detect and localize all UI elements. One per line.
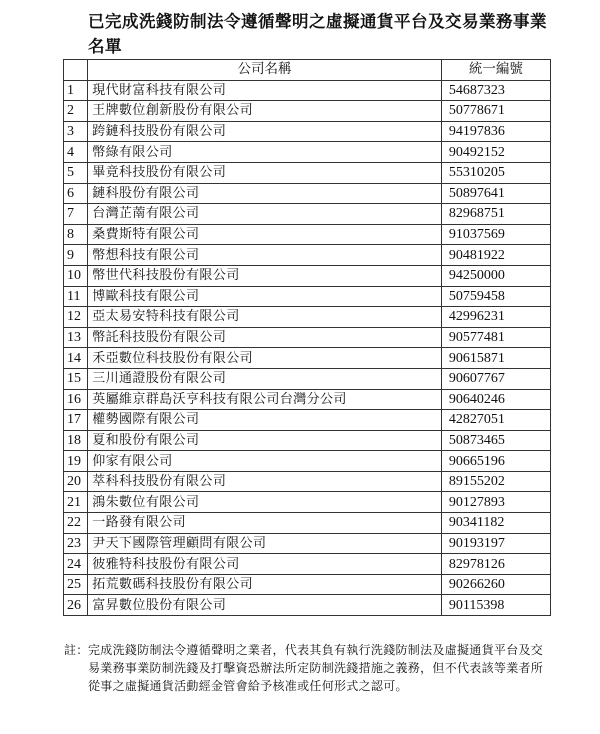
tax-id: 42996231	[441, 307, 550, 328]
company-name: 富昇數位股份有限公司	[88, 595, 442, 616]
row-number: 20	[64, 471, 88, 492]
tax-id: 54687323	[441, 80, 550, 101]
company-name: 一路發有限公司	[88, 513, 442, 534]
row-number: 8	[64, 224, 88, 245]
footnote-text: 完成洗錢防制法令遵循聲明之業者，代表其負有執行洗錢防制法及虛擬通貨平台及交易業務事業防制洗錢及打擊資恐辦法所定防制洗錢措施之義務，但不代表該等業者所從事之虛擬通貨活動經金管會給予核准或任何形式之認可。	[88, 643, 544, 693]
row-number: 18	[64, 430, 88, 451]
company-name: 夏和股份有限公司	[88, 430, 442, 451]
table-row	[64, 245, 551, 266]
row-number: 15	[64, 368, 88, 389]
tax-id: 82968751	[441, 204, 550, 225]
row-number: 10	[64, 265, 88, 286]
header-tax-id: 統一編號	[441, 60, 550, 81]
company-name: 幣世代科技股份有限公司	[88, 265, 442, 286]
table-row	[64, 554, 551, 575]
company-name: 桑費斯特有限公司	[88, 224, 442, 245]
table-row	[64, 492, 551, 513]
table-row	[64, 204, 551, 225]
table-row	[64, 348, 551, 369]
company-name: 畢竟科技股份有限公司	[88, 162, 442, 183]
tax-id: 90492152	[441, 142, 550, 163]
tax-id: 90640246	[441, 389, 550, 410]
company-name: 拓荒數碼科技股份有限公司	[88, 574, 442, 595]
company-name: 權勢國際有限公司	[88, 410, 442, 431]
row-number: 16	[64, 389, 88, 410]
tax-id: 50778671	[441, 101, 550, 122]
row-number: 13	[64, 327, 88, 348]
row-number: 9	[64, 245, 88, 266]
header-company-name: 公司名稱	[88, 60, 442, 81]
row-number: 6	[64, 183, 88, 204]
table-row	[64, 451, 551, 472]
row-number: 21	[64, 492, 88, 513]
table-row	[64, 389, 551, 410]
tax-id: 90341182	[441, 513, 550, 534]
row-number: 14	[64, 348, 88, 369]
table-body	[64, 80, 551, 615]
row-number: 2	[64, 101, 88, 122]
tax-id: 90481922	[441, 245, 550, 266]
row-number: 22	[64, 513, 88, 534]
tax-id: 90607767	[441, 368, 550, 389]
company-name: 幣想科技有限公司	[88, 245, 442, 266]
row-number: 12	[64, 307, 88, 328]
tax-id: 90115398	[441, 595, 550, 616]
company-name: 三川通證股份有限公司	[88, 368, 442, 389]
company-name: 仰家有限公司	[88, 451, 442, 472]
tax-id: 50897641	[441, 183, 550, 204]
tax-id: 82978126	[441, 554, 550, 575]
tax-id: 90615871	[441, 348, 550, 369]
tax-id: 89155202	[441, 471, 550, 492]
table-row	[64, 80, 551, 101]
company-list-table	[63, 59, 551, 616]
tax-id: 50759458	[441, 286, 550, 307]
row-number: 4	[64, 142, 88, 163]
tax-id: 90193197	[441, 533, 550, 554]
company-name: 禾亞數位科技股份有限公司	[88, 348, 442, 369]
company-name: 尹天下國際管理顧問有限公司	[88, 533, 442, 554]
company-name: 王牌數位創新股份有限公司	[88, 101, 442, 122]
table-row	[64, 183, 551, 204]
tax-id: 42827051	[441, 410, 550, 431]
row-number: 7	[64, 204, 88, 225]
company-name: 台灣芷萳有限公司	[88, 204, 442, 225]
table-row	[64, 162, 551, 183]
table-row	[64, 121, 551, 142]
tax-id: 90127893	[441, 492, 550, 513]
table-row	[64, 265, 551, 286]
table-row	[64, 307, 551, 328]
table-row	[64, 574, 551, 595]
tax-id: 94250000	[441, 265, 550, 286]
company-name: 幣綠有限公司	[88, 142, 442, 163]
company-name: 亞太易安特科技有限公司	[88, 307, 442, 328]
company-name: 萃科科技股份有限公司	[88, 471, 442, 492]
tax-id: 90266260	[441, 574, 550, 595]
row-number: 23	[64, 533, 88, 554]
tax-id: 90577481	[441, 327, 550, 348]
footnote	[64, 641, 548, 695]
company-name: 英屬維京群島沃亨科技有限公司台灣分公司	[88, 389, 442, 410]
document-title: 已完成洗錢防制法令遵循聲明之虛擬通貨平台及交易業務事業名單	[88, 12, 547, 56]
tax-id: 90665196	[441, 451, 550, 472]
row-number: 26	[64, 595, 88, 616]
table-row	[64, 430, 551, 451]
row-number: 1	[64, 80, 88, 101]
company-name: 彼雅特科技股份有限公司	[88, 554, 442, 575]
footnote-label: 註：	[64, 643, 89, 657]
company-name: 鏈科股份有限公司	[88, 183, 442, 204]
row-number: 19	[64, 451, 88, 472]
company-name: 幣託科技股份有限公司	[88, 327, 442, 348]
header-number	[64, 60, 88, 81]
table-row	[64, 142, 551, 163]
table-header-row	[64, 60, 551, 81]
table-row	[64, 327, 551, 348]
table-row	[64, 224, 551, 245]
company-name: 跨鏈科技股份有限公司	[88, 121, 442, 142]
tax-id: 50873465	[441, 430, 550, 451]
tax-id: 55310205	[441, 162, 550, 183]
tax-id: 94197836	[441, 121, 550, 142]
company-name: 鴻朱數位有限公司	[88, 492, 442, 513]
row-number: 25	[64, 574, 88, 595]
table-row	[64, 471, 551, 492]
row-number: 24	[64, 554, 88, 575]
tax-id: 91037569	[441, 224, 550, 245]
row-number: 5	[64, 162, 88, 183]
table-row	[64, 533, 551, 554]
row-number: 17	[64, 410, 88, 431]
table-row	[64, 368, 551, 389]
row-number: 11	[64, 286, 88, 307]
table-row	[64, 286, 551, 307]
company-name: 現代財富科技有限公司	[88, 80, 442, 101]
row-number: 3	[64, 121, 88, 142]
company-name: 博歐科技有限公司	[88, 286, 442, 307]
table-row	[64, 410, 551, 431]
table-row	[64, 595, 551, 616]
table-row	[64, 513, 551, 534]
table-row	[64, 101, 551, 122]
